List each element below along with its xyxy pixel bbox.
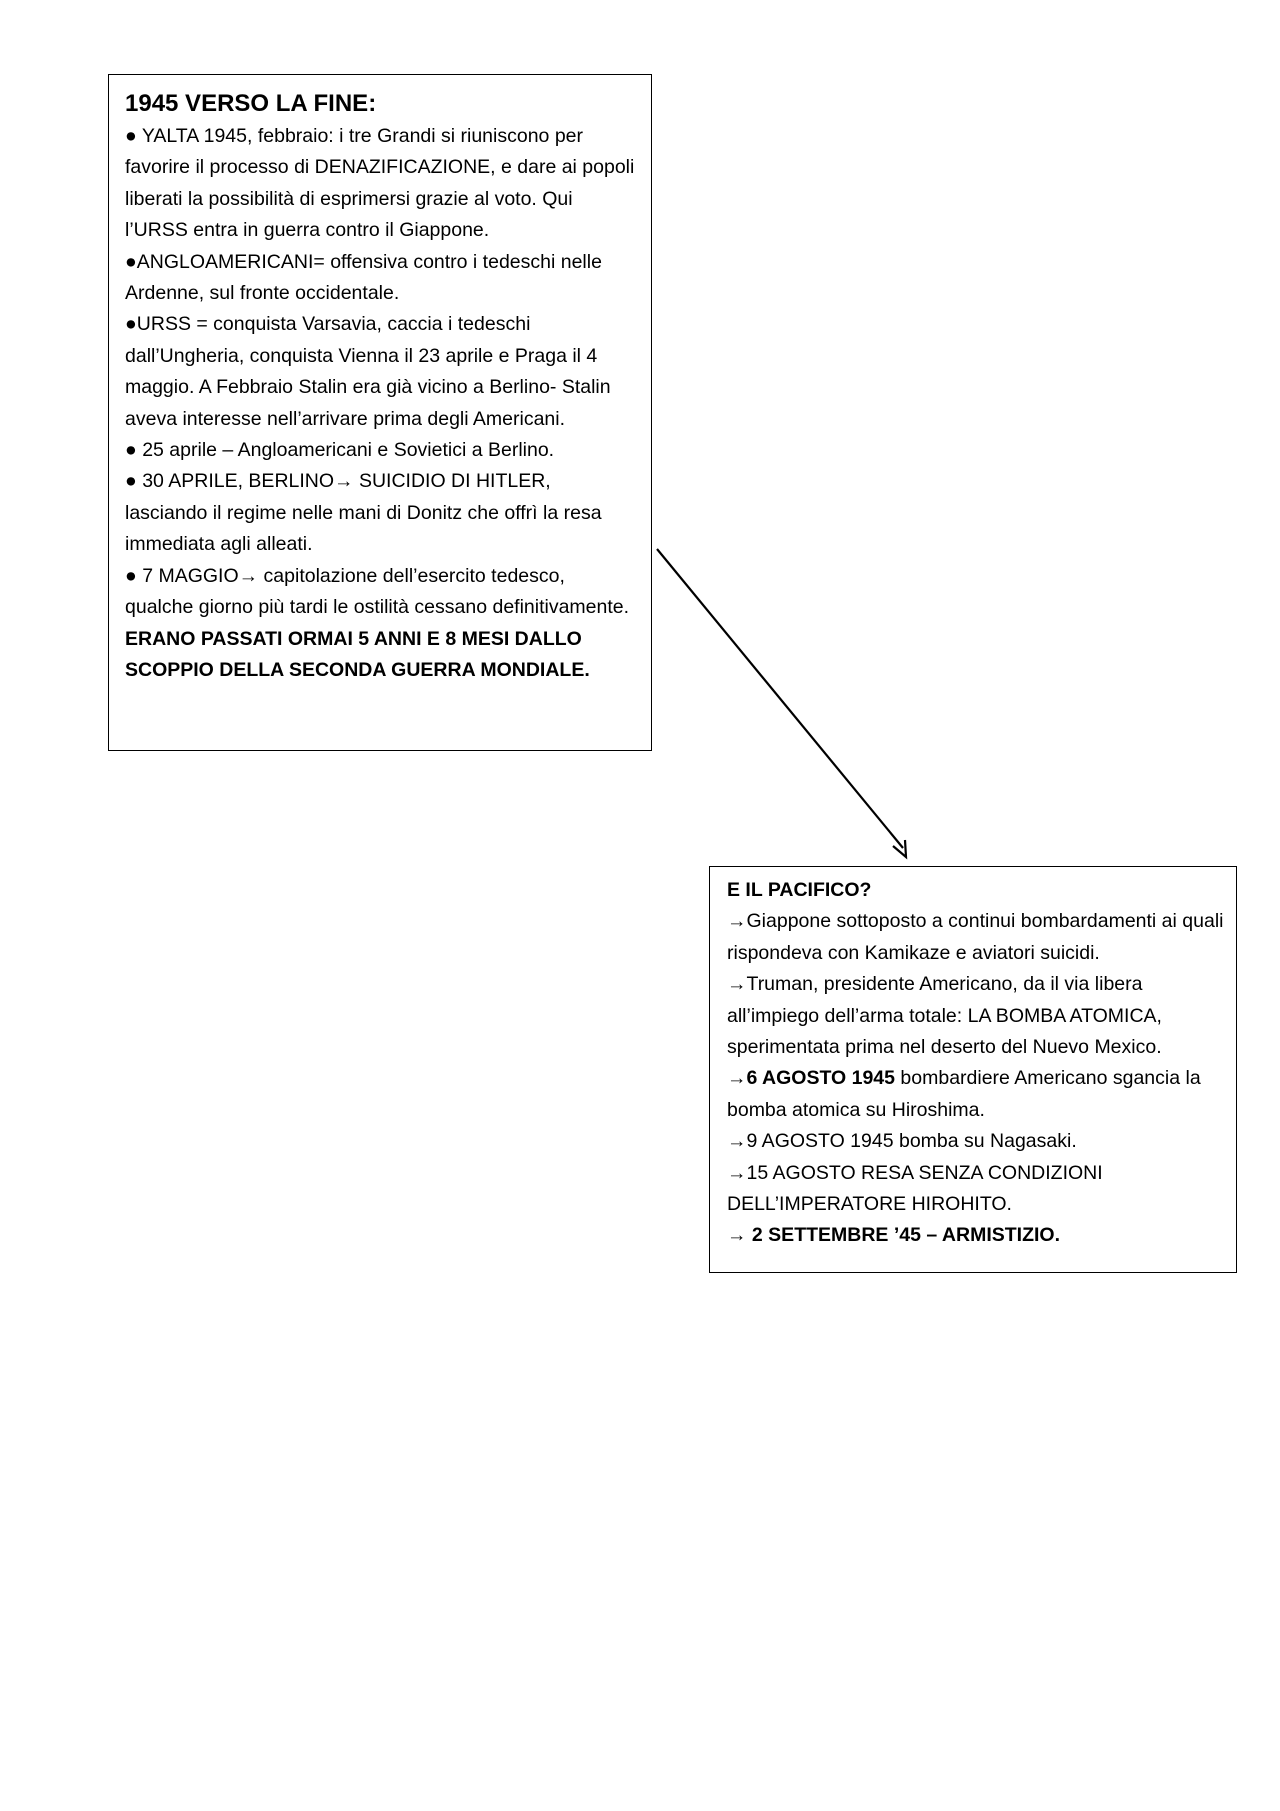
europe-point-30-aprile: ● 30 APRILE, BERLINO→ SUICIDIO DI HITLER, lasciando il regime nelle mani di Donitz che offrì la resa immediata agli alleati.	[125, 470, 602, 556]
pacific-title: E IL PACIFICO?	[727, 879, 872, 901]
europe-title: 1945 VERSO LA FINE:	[125, 90, 377, 117]
pacific-point-armistizio: → 2 SETTEMBRE ’45 – ARMISTIZIO.	[727, 1224, 1060, 1247]
pacific-textbox	[709, 866, 1237, 1273]
bullet-icon: ●	[125, 470, 137, 493]
pacific-point-nagasaki: →9 AGOSTO 1945 bomba su Nagasaki.	[727, 1130, 1077, 1153]
arrow-right-icon: →	[727, 1161, 747, 1184]
europe-point-25-aprile: ● 25 aprile – Angloamericani e Sovietici a Berlino.	[125, 439, 555, 462]
arrow-right-icon: →	[727, 910, 747, 933]
europe-point-urss: ●URSS = conquista Varsavia, caccia i tedeschi dall’Ungheria, conquista Vienna il 23 aprile e Praga il 4 maggio. A Febbraio Stalin era già vicino a Berlino- Stalin aveva interesse nell’arrivare prima degli Americani.	[125, 313, 611, 430]
bullet-icon: ●	[125, 564, 137, 587]
hiroshima-date: 6 AGOSTO 1945	[746, 1067, 895, 1090]
pacific-point-giappone: →Giappone sottoposto a continui bombardamenti ai quali rispondeva con Kamikaze e aviatori suicidi.	[727, 910, 1224, 964]
arrow-right-icon: →	[727, 1224, 747, 1247]
arrow-right-icon: →	[727, 1067, 747, 1090]
pacific-point-truman: →Truman, presidente Americano, da il via libera all’impiego dell’arma totale: LA BOMBA ATOMICA, sperimentata prima nel deserto del Nuevo Mexico.	[727, 973, 1162, 1059]
bullet-icon: ●	[125, 439, 137, 462]
europe-point-yalta: ● YALTA 1945, febbraio: i tre Grandi si riuniscono per favorire il processo di DENAZIFICAZIONE, e dare ai popoli liberati la possibilità di esprimersi grazie al voto. Qui l’URSS entra in guerra contro il Giappone.	[125, 125, 635, 242]
europe-point-7-maggio: ● 7 MAGGIO→ capitolazione dell’esercito tedesco, qualche giorno più tardi le ostilità cessano definitivamente.	[125, 564, 630, 619]
arrow-right-icon: →	[727, 1130, 747, 1153]
bullet-icon: ●	[125, 125, 137, 147]
europe-conclusion: ERANO PASSATI ORMAI 5 ANNI E 8 MESI DALLO SCOPPIO DELLA SECONDA GUERRA MONDIALE.	[125, 627, 590, 681]
pacific-point-resa: →15 AGOSTO RESA SENZA CONDIZIONI DELL’IMPERATORE HIROHITO.	[727, 1161, 1103, 1216]
europe-textbox	[108, 74, 652, 751]
pacific-point-hiroshima: →6 AGOSTO 1945 bombardiere Americano sgancia la bomba atomica su Hiroshima.	[727, 1067, 1201, 1121]
bullet-icon: ●	[125, 313, 137, 336]
europe-point-angloamericani: ●ANGLOAMERICANI= offensiva contro i tedeschi nelle Ardenne, sul fronte occidentale.	[125, 250, 602, 305]
arrow-right-icon: →	[727, 973, 747, 996]
bullet-icon: ●	[125, 250, 137, 273]
